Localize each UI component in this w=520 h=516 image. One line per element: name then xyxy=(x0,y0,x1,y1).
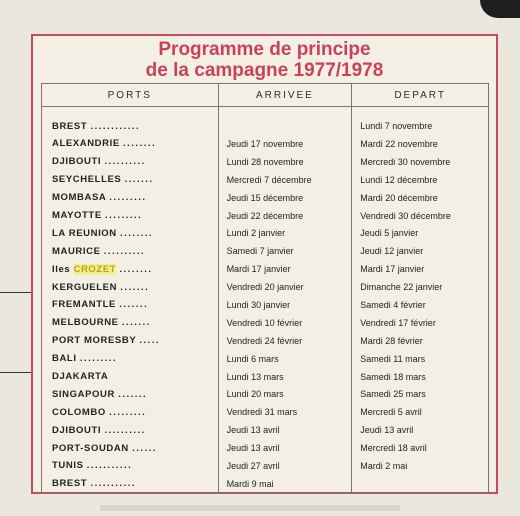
port-name: MOMBASA xyxy=(52,192,106,204)
arrivee-cell: Mardi 9 mai xyxy=(218,475,352,493)
arrivee-cell: Vendredi 24 février xyxy=(218,332,352,350)
port-cell xyxy=(42,350,219,368)
table-row xyxy=(42,314,489,332)
port-cell xyxy=(42,153,219,171)
arrivee-cell: Jeudi 15 décembre xyxy=(218,189,352,207)
campaign-schedule-box xyxy=(31,34,498,494)
depart-cell: Samedi 25 mars xyxy=(352,385,489,403)
port-name: DJIBOUTI xyxy=(52,156,102,168)
arrivee-cell: Lundi 2 janvier xyxy=(218,224,352,242)
arrivee-cell: Mercredi 7 décembre xyxy=(218,171,352,189)
depart-cell: Lundi 7 novembre xyxy=(352,107,489,136)
leader-dots: ............ xyxy=(90,120,141,132)
arrivee-cell: Lundi 6 mars xyxy=(218,350,352,368)
table-row xyxy=(42,278,489,296)
leader-dots: ......... xyxy=(109,406,147,418)
depart-cell xyxy=(352,475,489,493)
depart-cell: Mardi 22 novembre xyxy=(352,135,489,153)
port-name: BREST xyxy=(52,120,88,132)
depart-cell: Mercredi 5 avril xyxy=(352,403,489,421)
table-row xyxy=(42,135,489,153)
schedule-table xyxy=(41,83,489,494)
leader-dots: ....... xyxy=(121,317,151,329)
header-depart: DEPART xyxy=(352,84,489,107)
port-cell xyxy=(42,314,219,332)
title-line-2: de la campagne 1977/1978 xyxy=(145,60,384,81)
leader-dots: ........... xyxy=(90,478,136,490)
depart-cell: Vendredi 17 février xyxy=(352,314,489,332)
port-cell xyxy=(42,171,219,189)
table-row xyxy=(42,385,489,403)
port-name: DJIBOUTI xyxy=(52,424,102,436)
port-cell xyxy=(42,385,219,403)
port-cell xyxy=(42,224,219,242)
header-ports: PORTS xyxy=(42,84,219,107)
port-prefix: Iles xyxy=(52,263,74,275)
port-name: PORT-SOUDAN xyxy=(52,442,129,454)
table-row xyxy=(42,296,489,314)
leader-dots: ........... xyxy=(86,460,133,472)
corner-decoration xyxy=(480,0,520,18)
depart-cell: Lundi 12 décembre xyxy=(352,171,489,189)
leader-dots: .......... xyxy=(104,424,146,436)
table-row xyxy=(42,153,489,171)
arrivee-cell: Lundi 13 mars xyxy=(218,368,352,386)
arrivee-cell: Vendredi 10 février xyxy=(218,314,352,332)
table-row xyxy=(42,242,489,260)
table-row xyxy=(42,457,489,475)
title-line-1: Programme de principe xyxy=(158,39,371,60)
port-name: MELBOURNE xyxy=(52,317,119,329)
port-name: MAYOTTE xyxy=(52,210,102,221)
leader-dots: ........ xyxy=(119,263,153,275)
port-name: PORT MORESBY xyxy=(52,335,137,347)
port-name: TUNIS xyxy=(52,460,84,472)
arrivee-cell: Vendredi 20 janvier xyxy=(218,278,352,296)
left-margin-rule xyxy=(0,372,32,373)
leader-dots: ...... xyxy=(132,442,157,454)
port-name: COLOMBO xyxy=(52,406,106,418)
port-name: DJAKARTA xyxy=(52,371,109,383)
port-cell xyxy=(42,207,219,225)
arrivee-cell: Lundi 30 janvier xyxy=(218,296,352,314)
table-row xyxy=(42,350,489,368)
port-name: LA REUNION xyxy=(52,227,117,239)
leader-dots: ..... xyxy=(139,335,161,347)
port-name: ALEXANDRIE xyxy=(52,138,120,150)
port-cell xyxy=(42,278,219,296)
port-name: BALI xyxy=(52,353,77,365)
leader-dots: ....... xyxy=(120,281,150,293)
arrivee-cell: Lundi 20 mars xyxy=(218,385,352,403)
arrivee-cell: Jeudi 17 novembre xyxy=(218,135,352,153)
depart-cell: Mercredi 18 avril xyxy=(352,439,489,457)
depart-cell: Mardi 2 mai xyxy=(352,457,489,475)
port-cell xyxy=(42,260,219,278)
port-cell xyxy=(42,296,219,314)
leader-dots: ....... xyxy=(124,174,154,186)
table-row xyxy=(42,368,489,386)
table-row xyxy=(42,332,489,350)
table-row xyxy=(42,189,489,207)
port-cell xyxy=(42,107,219,136)
leader-dots: .......... xyxy=(103,245,146,257)
depart-cell: Mardi 17 janvier xyxy=(352,260,489,278)
schedule-title xyxy=(33,36,496,83)
table-row xyxy=(42,403,489,421)
table-row xyxy=(42,421,489,439)
arrivee-cell: Samedi 7 janvier xyxy=(218,242,352,260)
port-cell xyxy=(42,475,219,493)
leader-dots: ........ xyxy=(123,138,157,150)
port-cell xyxy=(42,135,219,153)
depart-cell: Dimanche 22 janvier xyxy=(352,278,489,296)
arrivee-cell: Jeudi 13 avril xyxy=(218,439,352,457)
arrivee-cell xyxy=(218,107,352,136)
depart-cell: Jeudi 13 avril xyxy=(352,421,489,439)
port-cell xyxy=(42,403,219,421)
leader-dots: ....... xyxy=(118,388,148,400)
arrivee-cell: Vendredi 31 mars xyxy=(218,403,352,421)
leader-dots: ......... xyxy=(105,210,143,221)
leader-dots: ....... xyxy=(119,299,149,311)
table-row xyxy=(42,260,489,278)
bottom-caption-bleed xyxy=(100,505,400,511)
port-name-highlighted: CROZET xyxy=(73,263,117,275)
port-name: MAURICE xyxy=(52,245,101,257)
table-row xyxy=(42,439,489,457)
table-row xyxy=(42,207,489,225)
port-cell xyxy=(42,189,219,207)
table-row xyxy=(42,171,489,189)
port-cell xyxy=(42,421,219,439)
depart-cell: Mardi 20 décembre xyxy=(352,189,489,207)
left-margin-rule xyxy=(0,292,32,293)
port-name: SINGAPOUR xyxy=(52,388,115,400)
depart-cell: Jeudi 5 janvier xyxy=(352,224,489,242)
header-row xyxy=(42,84,489,107)
arrivee-cell: Jeudi 27 avril xyxy=(218,457,352,475)
table-row xyxy=(42,107,489,136)
depart-cell: Samedi 4 février xyxy=(352,296,489,314)
port-name: SEYCHELLES xyxy=(52,174,122,186)
table-row xyxy=(42,475,489,493)
port-cell xyxy=(42,332,219,350)
arrivee-cell: Jeudi 22 décembre xyxy=(218,207,352,225)
depart-cell: Samedi 11 mars xyxy=(352,350,489,368)
arrivee-cell: Jeudi 13 avril xyxy=(218,421,352,439)
depart-cell: Mercredi 30 novembre xyxy=(352,153,489,171)
arrivee-cell: Lundi 28 novembre xyxy=(218,153,352,171)
leader-dots: ......... xyxy=(109,192,147,204)
leader-dots: .......... xyxy=(104,156,146,168)
leader-dots: ........ xyxy=(120,227,154,239)
depart-cell: Jeudi 12 janvier xyxy=(352,242,489,260)
depart-cell: Mardi 28 février xyxy=(352,332,489,350)
depart-cell: Vendredi 30 décembre xyxy=(352,207,489,225)
port-name: FREMANTLE xyxy=(52,299,116,311)
header-arrivee: ARRIVEE xyxy=(218,84,352,107)
depart-cell: Samedi 18 mars xyxy=(352,368,489,386)
port-cell xyxy=(42,242,219,260)
arrivee-cell: Mardi 17 janvier xyxy=(218,260,352,278)
table-row xyxy=(42,224,489,242)
leader-dots: ......... xyxy=(79,353,118,365)
port-cell xyxy=(42,368,219,386)
port-cell xyxy=(42,439,219,457)
port-cell xyxy=(42,457,219,475)
port-name: KERGUELEN xyxy=(52,281,118,293)
port-name: BREST xyxy=(52,478,88,490)
